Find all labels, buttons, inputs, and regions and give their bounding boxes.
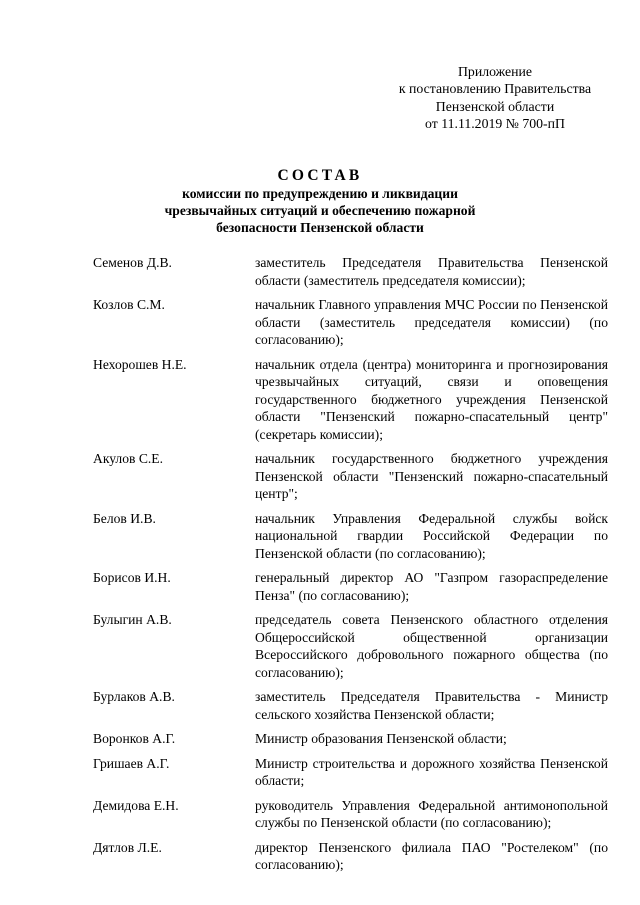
appendix-line-2: к постановлению Правительства	[398, 81, 592, 97]
appendix-line-1: Приложение	[457, 64, 533, 79]
appendix-line-3: Пензенской области	[435, 98, 555, 114]
member-row	[93, 254, 608, 289]
member-row	[93, 356, 608, 444]
member-role: начальник государственного бюджетного учреждения Пензенской области "Пензенский пожарно-спасательный центр";	[255, 451, 608, 501]
member-row	[93, 688, 608, 723]
member-name: Дятлов Л.Е.	[93, 839, 162, 855]
member-name: Воронков А.Г.	[93, 731, 176, 746]
member-name: Белов И.В.	[93, 510, 156, 526]
member-row	[93, 296, 608, 349]
member-name: Семенов Д.В.	[93, 255, 172, 270]
member-row	[93, 450, 608, 503]
member-role: руководитель Управления Федеральной антимонопольной службы по Пензенской области (по согласованию);	[255, 797, 608, 830]
title-line-1: комиссии по предупреждению и ликвидации	[182, 186, 458, 201]
member-row	[93, 839, 608, 874]
member-row	[93, 510, 608, 563]
member-name: Козлов С.М.	[93, 297, 165, 312]
member-role: заместитель Председателя Правительства - Министр сельского хозяйства Пензенской области;	[255, 689, 608, 722]
member-role: Министр образования Пензенской области;	[255, 731, 507, 746]
member-role: директор Пензенского филиала ПАО "Ростелеком" (по согласованию);	[255, 839, 608, 872]
title-line-2: чрезвычайных ситуаций и обеспечению пожарной	[164, 203, 476, 219]
member-row	[93, 755, 608, 790]
member-role: начальник отдела (центра) мониторинга и прогнозирования чрезвычайных ситуаций, связи и оповещения государственного бюджетного учреждения Пензенской области "Пензенский пожарно-спасательный центр" (секретарь комиссии);	[255, 356, 608, 442]
member-name: Гришаев А.Г.	[93, 755, 170, 771]
member-row	[93, 611, 608, 681]
members-list	[93, 254, 608, 881]
member-role: начальник Управления Федеральной службы войск национальной гвардии Российской Федерации по Пензенской области (по согласованию);	[255, 510, 608, 561]
member-row	[93, 730, 608, 748]
member-role: Министр строительства и дорожного хозяйства Пензенской области;	[255, 755, 608, 788]
appendix-line-4: от 11.11.2019 № 700-пП	[425, 116, 565, 132]
member-role: начальник Главного управления МЧС России по Пензенской области (заместитель председателя комиссии) (по согласованию);	[255, 297, 608, 347]
title-main: СОСТАВ	[277, 167, 363, 184]
member-name: Акулов С.Е.	[93, 451, 163, 466]
member-name: Бурлаков А.В.	[93, 689, 175, 704]
member-role: генеральный директор АО "Газпром газораспределение Пенза" (по согласованию);	[255, 570, 608, 603]
title-line-3: безопасности Пензенской области	[216, 220, 424, 236]
member-name: Демидова Е.Н.	[93, 797, 179, 813]
member-role: заместитель Председателя Правительства Пензенской области (заместитель председателя комиссии);	[255, 255, 608, 288]
member-role: председатель совета Пензенского областного отделения Общероссийской общественной организации Всероссийского добровольного пожарного общества (по согласованию);	[255, 612, 608, 680]
document-title	[80, 166, 560, 237]
member-name: Нехорошев Н.Е.	[93, 356, 187, 372]
appendix-header	[380, 63, 610, 133]
member-name: Борисов И.Н.	[93, 570, 171, 585]
member-row	[93, 797, 608, 832]
member-name: Булыгин А.В.	[93, 612, 172, 627]
member-row	[93, 569, 608, 604]
